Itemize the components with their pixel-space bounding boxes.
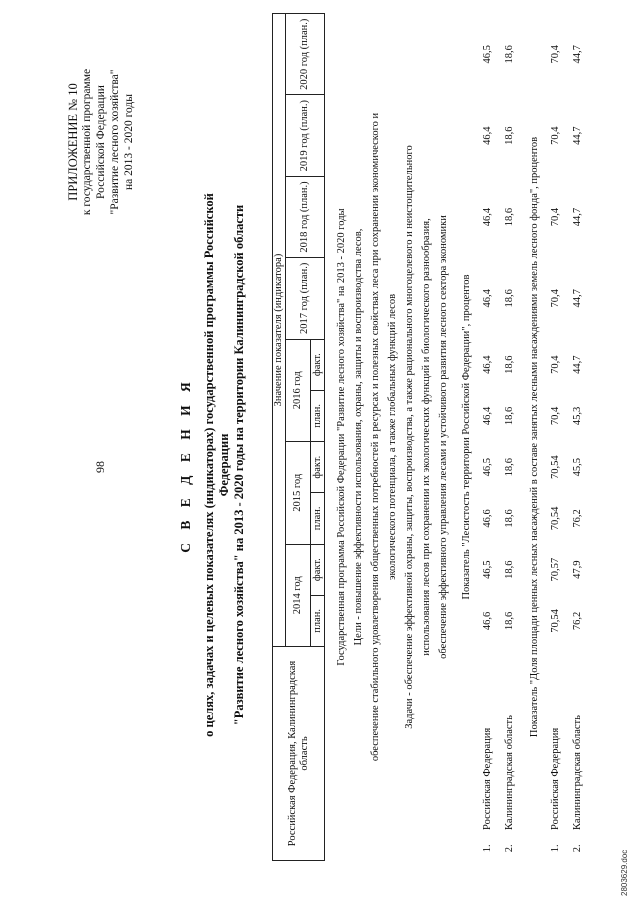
value-cell: 46,4: [481, 207, 493, 227]
appendix-line: Российской Федерации: [95, 85, 107, 199]
value-group-header: Значение показателя (индикатора): [273, 14, 286, 647]
region-name: Калининградская область: [503, 715, 515, 830]
fact-subheader: факт.: [311, 339, 325, 390]
value-cell: 70,54: [549, 506, 561, 531]
value-cell: 45,3: [571, 406, 583, 426]
value-cell: 70,4: [549, 406, 561, 426]
goal-line: экологического потенциала, а также глобальных функций лесов: [387, 293, 398, 581]
task-line: использования лесов при сохранении их экологических функций и биологического разнообразия,: [421, 218, 432, 656]
value-cell: 47,9: [571, 560, 583, 579]
indicator-title: Показатель "Доля площади ценных лесных насаждений в составе занятых лесными насаждениями земель лесного фонда", процентов: [529, 136, 540, 738]
fact-subheader: факт.: [311, 544, 325, 595]
value-cell: 46,6: [481, 509, 493, 528]
plan-subheader: план.: [311, 595, 325, 646]
value-cell: 18,6: [503, 406, 515, 426]
table-row: [566, 14, 588, 861]
value-cell: 70,4: [549, 45, 561, 64]
value-cell: 44,7: [571, 45, 583, 64]
appendix-title: ПРИЛОЖЕНИЕ № 10: [66, 83, 80, 201]
value-cell: 18,6: [503, 207, 515, 227]
value-cell: 18,6: [503, 45, 515, 64]
plan-subheader: план.: [311, 390, 325, 441]
value-cell: 46,4: [481, 126, 493, 145]
value-cell: 18,6: [503, 457, 515, 477]
value-cell: 46,6: [481, 611, 493, 631]
value-cell: 45,5: [571, 457, 583, 477]
value-cell: 70,54: [549, 609, 561, 633]
value-cell: 70,4: [549, 126, 561, 145]
value-cell: 70,4: [549, 289, 561, 308]
row-number: 1.: [549, 844, 561, 853]
appendix-line: "Развитие лесного хозяйства": [109, 69, 121, 215]
indicator-rows: [544, 14, 588, 861]
heading-title: С В Е Д Е Н И Я: [178, 377, 193, 553]
year-header: 2016 год: [286, 339, 311, 442]
value-cell: 18,6: [503, 355, 515, 374]
value-cell: 18,6: [503, 611, 515, 631]
table-row: [476, 14, 498, 861]
appendix-line: к государственной программе: [81, 68, 93, 216]
value-cell: 70,4: [549, 355, 561, 374]
value-cell: 70,57: [549, 557, 561, 582]
task-line: обеспечение эффективного управления лесами и устойчивого развития лесного сектора экономики: [438, 215, 449, 659]
value-cell: 46,4: [481, 289, 493, 308]
value-cell: 46,5: [481, 457, 493, 477]
year-header: 2020 год (план.): [286, 14, 325, 95]
value-cell: 18,6: [503, 560, 515, 579]
row-number: 2.: [503, 844, 515, 853]
task-line: Задачи - обеспечение эффективной охраны, защиты, воспроизводства, а также рационального многоцелевого и неистощительного: [404, 145, 415, 729]
plan-subheader: план.: [311, 493, 325, 544]
value-cell: 44,7: [571, 355, 583, 374]
value-cell: 46,4: [481, 406, 493, 426]
table-row: [498, 14, 520, 861]
value-cell: 18,6: [503, 289, 515, 308]
region-name: Калининградская область: [571, 715, 583, 830]
value-cell: 46,5: [481, 45, 493, 64]
value-cell: 44,7: [571, 126, 583, 145]
row-number: 1.: [481, 844, 493, 853]
value-cell: 70,4: [549, 207, 561, 227]
appendix-block: [66, 12, 136, 272]
year-header: 2015 год: [286, 442, 311, 545]
fact-subheader: факт.: [311, 442, 325, 493]
page-number: 98: [93, 461, 107, 473]
value-cell: 46,5: [481, 560, 493, 579]
appendix-line: на 2013 - 2020 годы: [123, 94, 135, 191]
indicator-title: Показатель "Лесистость территории Российской Федерации", процентов: [461, 274, 472, 600]
heading-subtitle: "Развитие лесного хозяйства" на 2013 - 2020 годы на территории Калининградской области: [232, 204, 246, 726]
document-code: 2803629.doc: [620, 849, 629, 896]
region-name: Российская Федерация: [549, 727, 561, 830]
indicators-table: [272, 13, 588, 861]
year-header: 2019 год (план.): [286, 95, 325, 176]
value-cell: 76,2: [571, 611, 583, 631]
value-cell: 46,4: [481, 355, 493, 374]
region-column-header: Российская Федерация, Калининградская область: [273, 647, 325, 861]
program-line: Государственная программа Российской Федерации "Развитие лесного хозяйства" на 2013 - 2020 годы: [336, 208, 347, 666]
table-row: [544, 14, 566, 861]
goal-line: обеспечение стабильного удовлетворения общественных потребностей в ресурсах и полезных свойствах леса при сохранении экономического и: [370, 112, 381, 762]
year-header: 2018 год (план.): [286, 176, 325, 257]
value-cell: 70,54: [549, 455, 561, 479]
year-header: 2014 год: [286, 544, 311, 647]
document-heading: [178, 175, 247, 755]
goal-line: Цели - повышение эффективности использования, охраны, защиты и воспроизводства лесов,: [353, 228, 364, 646]
value-cell: 18,6: [503, 126, 515, 145]
row-number: 2.: [571, 844, 583, 853]
region-name: Российская Федерация: [481, 727, 493, 830]
value-cell: 18,6: [503, 509, 515, 528]
value-cell: 44,7: [571, 289, 583, 308]
heading-subtitle: о целях, задачах и целевых показателях (индикаторах) государственной программы Российской Федерации: [202, 193, 231, 737]
value-cell: 76,2: [571, 509, 583, 528]
indicator-rows: [476, 14, 520, 861]
year-header: 2017 год (план.): [286, 258, 325, 339]
value-cell: 44,7: [571, 207, 583, 227]
